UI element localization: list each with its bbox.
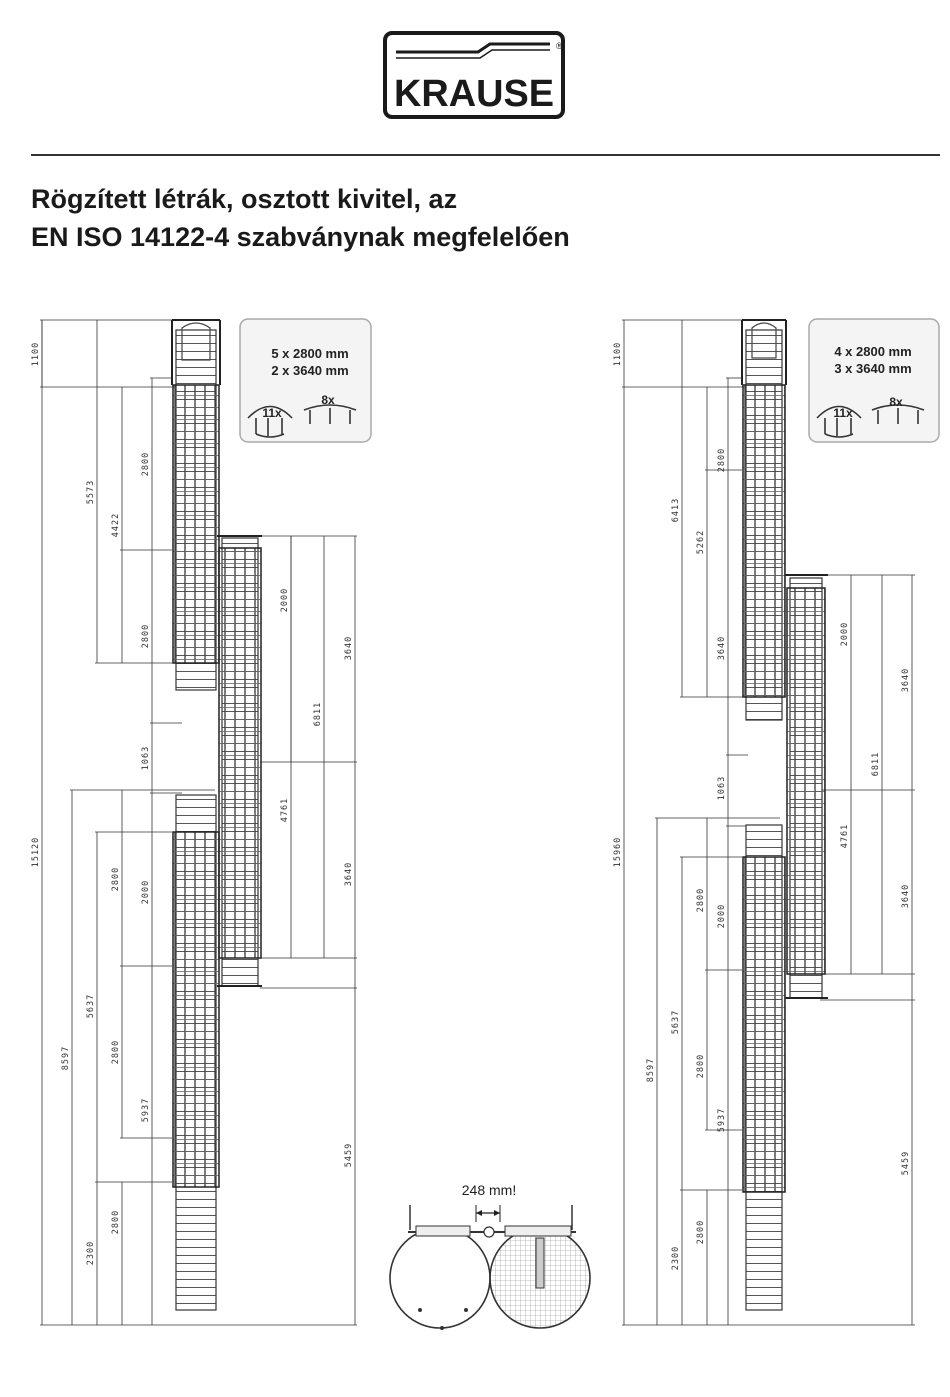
dim-label: 5459 [344,1142,354,1168]
dim-label: 5637 [671,1009,681,1035]
dim-label: 5262 [696,529,706,555]
info-line-2: 2 x 3640 mm [271,363,349,378]
info-line-2: 3 x 3640 mm [834,361,912,376]
dim-label: 2800 [696,1219,706,1245]
dim-label: 2800 [111,1039,121,1065]
dim-label: 3640 [901,883,911,909]
technical-drawing [0,300,950,1360]
brand-name: KRAUSE [394,73,554,115]
info-line-1: 4 x 2800 mm [834,344,912,359]
dim-label: 3640 [344,635,354,661]
header-rule [31,154,940,156]
dim-label: 6811 [313,701,323,727]
dim-label: 2800 [141,451,151,477]
dim-label: 2800 [696,1053,706,1079]
dim-label: 2800 [141,623,151,649]
dim-label: 8597 [61,1045,71,1071]
dim-label: 1100 [613,341,623,367]
dim-label: 2800 [717,447,727,473]
dim-label: 6811 [871,751,881,777]
dim-label: 2800 [111,1209,121,1235]
bracket-count: 8x [321,393,335,407]
dim-label: 5937 [141,1097,151,1123]
clearance-note: 248 mm! [461,1182,517,1198]
registered-mark: ® [556,41,563,51]
dim-label: 2000 [141,879,151,905]
page-title [31,180,570,256]
dim-label: 5937 [717,1107,727,1133]
plan-view [390,1182,590,1330]
title-line-2: EN ISO 14122-4 szabványnak megfelelően [31,222,570,252]
dim-label: 2800 [111,866,121,892]
dim-label: 2300 [86,1240,96,1266]
left-ladder-drawing [40,320,357,1325]
dim-label: 3640 [344,861,354,887]
dim-label: 15120 [31,836,41,868]
bracket-count: 8x [889,395,903,409]
dim-label: 4422 [111,512,121,538]
dim-label: 4761 [840,823,850,849]
dim-label: 2000 [717,903,727,929]
dim-label: 2000 [280,587,290,613]
right-info-box [809,319,939,442]
dim-label: 2300 [671,1245,681,1271]
dim-label: 1100 [31,341,41,367]
dim-label: 2000 [840,621,850,647]
dim-label: 1063 [141,745,151,771]
dim-label: 8597 [646,1057,656,1083]
dim-label: 3640 [901,667,911,693]
info-line-1: 5 x 2800 mm [271,346,349,361]
dim-label: 15960 [613,836,623,868]
dim-label: 5637 [86,993,96,1019]
dim-label: 1063 [717,775,727,801]
dim-label: 2800 [696,887,706,913]
krause-logo [382,30,566,120]
dim-label: 5573 [86,479,96,505]
hoop-count: 11x [833,406,853,420]
dim-label: 5459 [901,1150,911,1176]
right-ladder-drawing [622,320,915,1325]
dim-label: 4761 [280,797,290,823]
hoop-count: 11x [262,406,282,420]
dim-label: 3640 [717,635,727,661]
left-info-box [240,319,371,442]
title-line-1: Rögzített létrák, osztott kivitel, az [31,184,458,214]
dim-label: 6413 [671,497,681,523]
